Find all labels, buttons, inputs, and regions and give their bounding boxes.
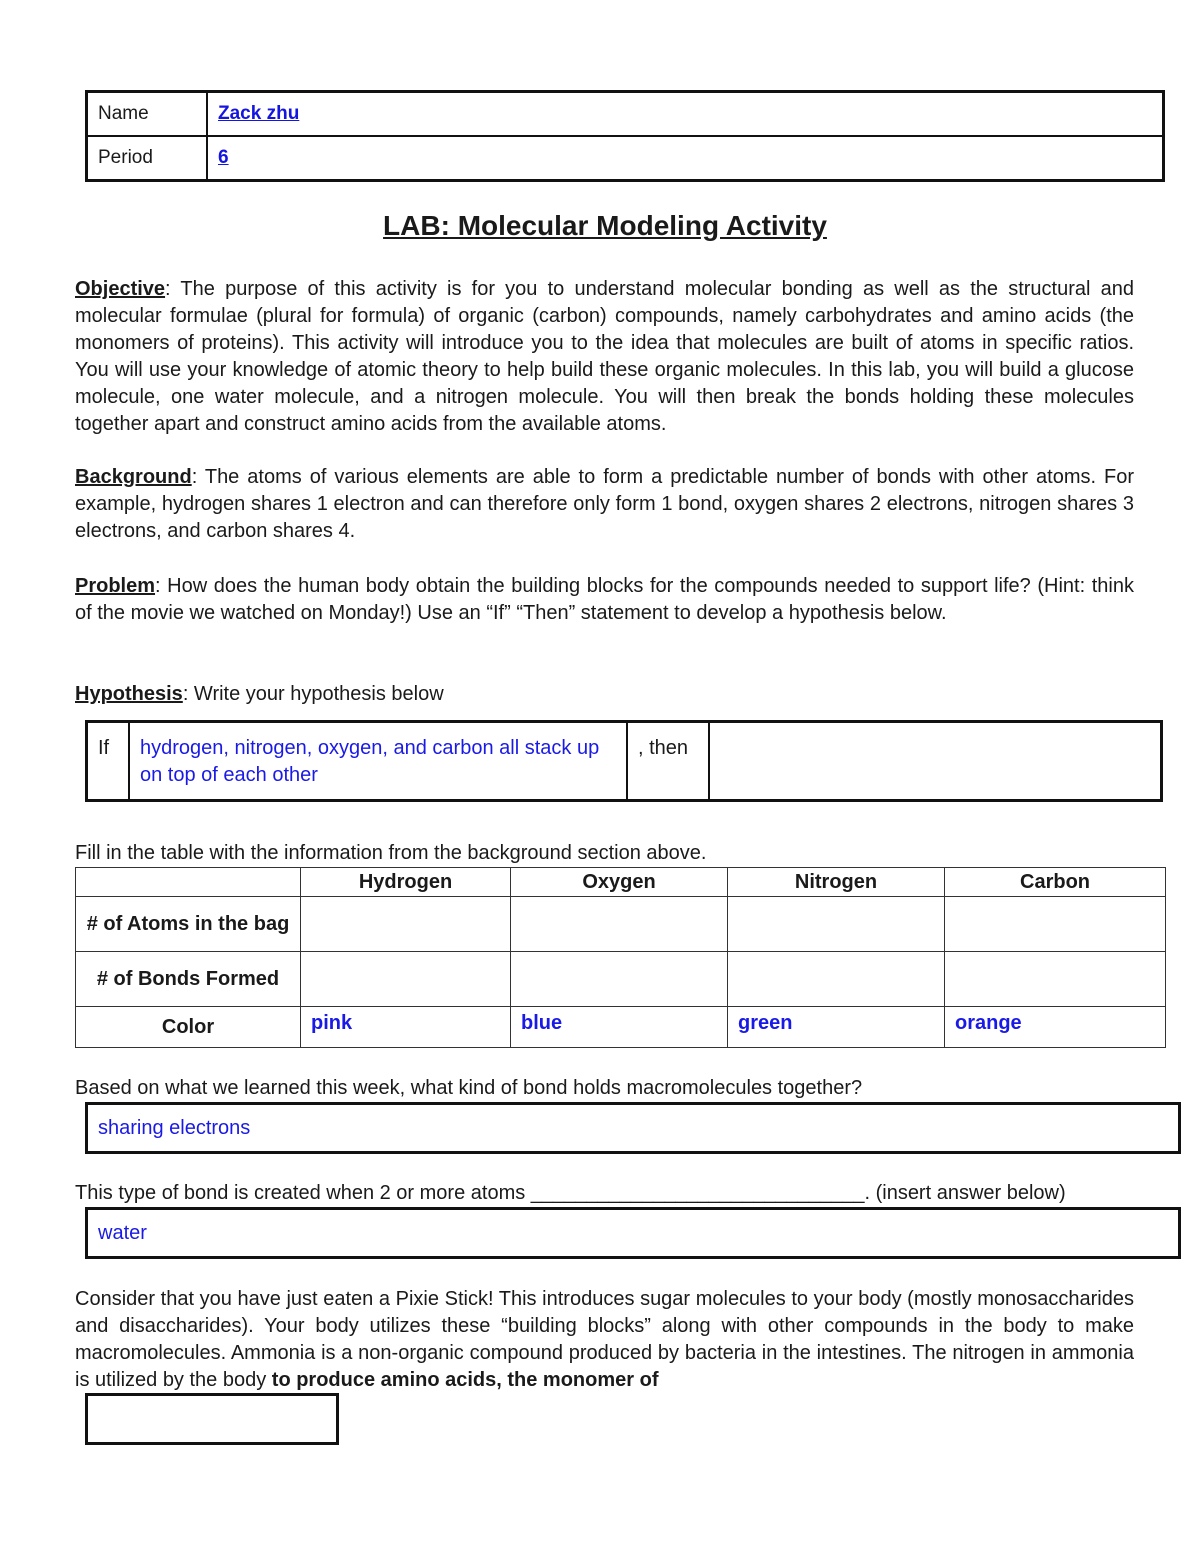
table-row — [76, 897, 1166, 952]
table-row — [76, 952, 1166, 1007]
color-cell-nitrogen[interactable]: green — [728, 1007, 945, 1048]
color-cell-carbon[interactable]: orange — [945, 1007, 1166, 1048]
background-section — [75, 464, 1134, 545]
problem-text: : How does the human body obtain the building blocks for the compounds needed to support life? (Hint: think of the movie we watched on Monday!) Use an “If” “Then” statement to develop a hypothesis below. — [75, 575, 1134, 624]
problem-section — [75, 573, 1134, 627]
question-bond-creation: This type of bond is created when 2 or more atoms ______________________________. (insert answer below) — [75, 1182, 1066, 1204]
table-cell[interactable] — [728, 897, 945, 952]
header-oxygen: Oxygen — [511, 868, 728, 897]
name-value[interactable]: Zack zhu — [218, 103, 300, 124]
page-title: LAB: Molecular Modeling Activity — [383, 210, 827, 241]
background-text: : The atoms of various elements are able to form a predictable number of bonds with other atoms. For example, hydrogen shares 1 electron and can therefore only form 1 bond, oxygen shares 2 electrons, nitrogen shares 3 electrons, and carbon shares 4. — [75, 466, 1134, 542]
color-cell-oxygen[interactable]: blue — [511, 1007, 728, 1048]
period-value[interactable]: 6 — [218, 147, 229, 168]
then-label: , then — [627, 722, 709, 801]
header-cell — [76, 868, 301, 897]
answer-bond-creation[interactable]: water — [85, 1207, 1181, 1259]
atom-table — [75, 867, 1166, 1048]
table-cell[interactable] — [945, 952, 1166, 1007]
background-heading: Background — [75, 466, 192, 488]
name-label: Name — [87, 92, 208, 137]
row-label: # of Bonds Formed — [76, 952, 301, 1007]
header-nitrogen: Nitrogen — [728, 868, 945, 897]
hypothesis-text: : Write your hypothesis below — [182, 683, 444, 705]
table-cell[interactable] — [301, 897, 511, 952]
header-hydrogen: Hydrogen — [301, 868, 511, 897]
color-cell-hydrogen[interactable]: pink — [301, 1007, 511, 1048]
student-info-table — [85, 90, 1165, 182]
answer-monomer-box[interactable] — [85, 1393, 339, 1445]
row-label: # of Atoms in the bag — [76, 897, 301, 952]
objective-section — [75, 276, 1134, 438]
question-bond-type: Based on what we learned this week, what kind of bond holds macromolecules together? — [75, 1077, 863, 1099]
period-label: Period — [87, 136, 208, 181]
if-label: If — [87, 722, 130, 801]
answer-bond-type[interactable]: sharing electrons — [85, 1102, 1181, 1154]
closing-bold-text: to produce amino acids, the monomer of — [271, 1369, 659, 1391]
objective-text: : The purpose of this activity is for you to understand molecular bonding as well as the structural and molecular formulae (plural for formula) of organic (carbon) compounds, namely carbohydrates and amino acids (the monomers of proteins). This activity will introduce you to the idea that molecules are built of atoms in specific ratios. You will use your knowledge of atomic theory to help build these organic molecules. In this lab, you will build a glucose molecule, one water molecule, and a nitrogen molecule. You will then break the bonds holding these molecules together apart and construct amino acids from the available atoms. — [75, 278, 1134, 435]
header-carbon: Carbon — [945, 868, 1166, 897]
table-cell[interactable] — [728, 952, 945, 1007]
table-cell[interactable] — [511, 952, 728, 1007]
problem-heading: Problem — [75, 575, 156, 597]
hypothesis-heading: Hypothesis — [75, 683, 183, 705]
hypothesis-table — [85, 720, 1163, 802]
row-label: Color — [76, 1007, 301, 1048]
table-cell[interactable] — [301, 952, 511, 1007]
if-answer-field[interactable]: hydrogen, nitrogen, oxygen, and carbon all stack up on top of each other — [129, 722, 627, 801]
table-intro: Fill in the table with the information from the background section above. — [75, 842, 707, 864]
table-cell[interactable] — [945, 897, 1166, 952]
closing-paragraph — [75, 1286, 1134, 1394]
then-answer-field[interactable] — [709, 722, 1162, 801]
hypothesis-section — [75, 681, 1134, 708]
closing-text: Consider that you have just eaten a Pixie Stick! This introduces sugar molecules to your body (mostly monosaccharides and disaccharides). Your body utilizes these “building blocks” along with other compounds in the body to make macromolecules. Ammonia is a non-organic compound produced by bacteria in the intestines. The nitrogen in ammonia is utilized by the body — [75, 1288, 1134, 1391]
objective-heading: Objective — [75, 278, 166, 300]
table-row — [76, 1007, 1166, 1048]
table-cell[interactable] — [511, 897, 728, 952]
